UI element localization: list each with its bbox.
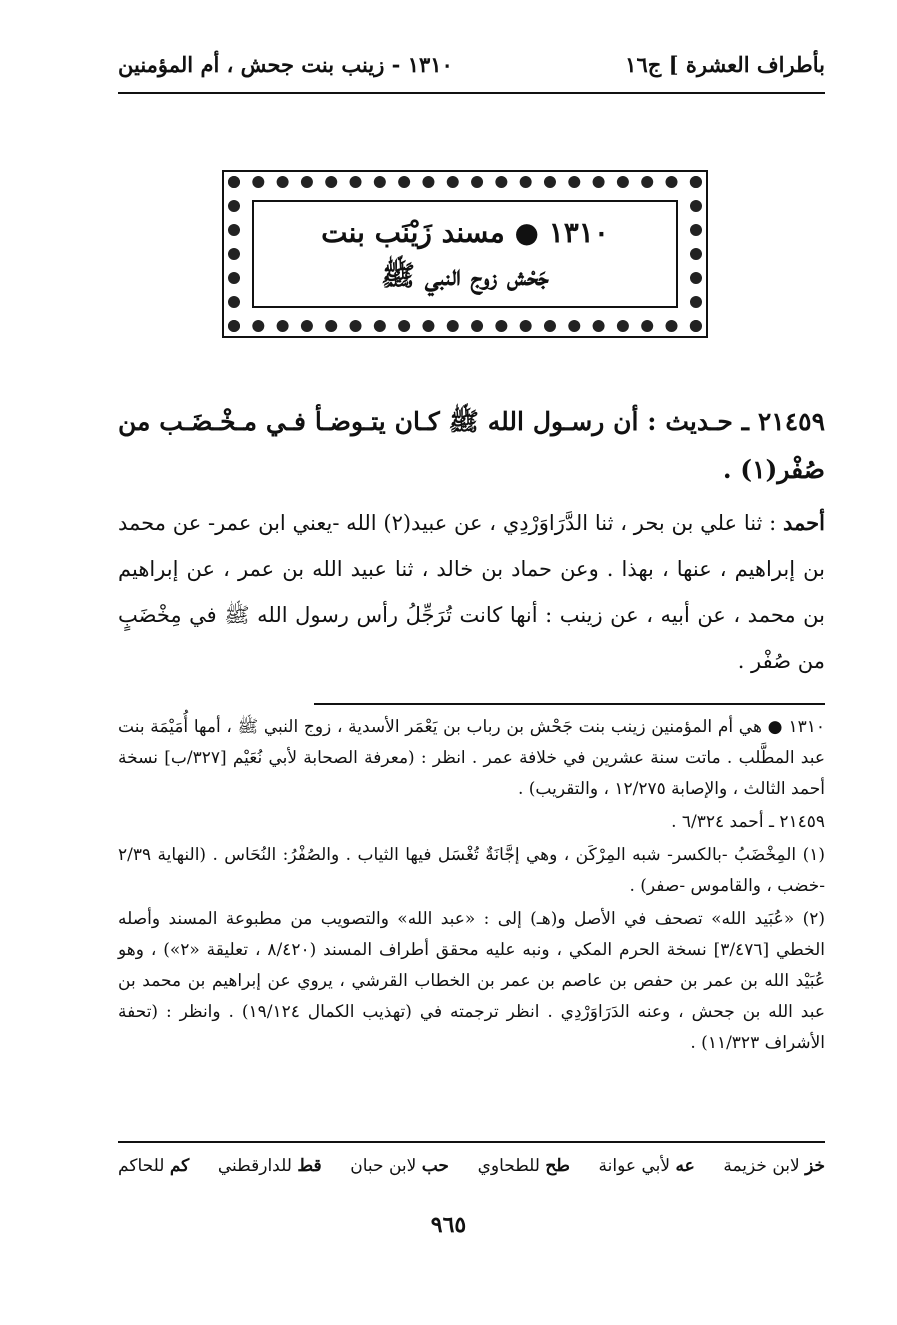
title-frame [222, 170, 708, 338]
footnote-reference: ٢١٤٥٩ ـ أحمد ٦/٣٢٤ . [671, 812, 825, 832]
sigla-item: كم للحاكم [118, 1156, 190, 1176]
footnote-2: (٢) «عُبَيد الله» تصحف في الأصل و(هـ) إلى : «عبد الله» والتصويب من مطبوعة المسند وأصله الخطي [٣/٤٧٦] نسخة الحرم المكي ، ونبه عليه محقق أطراف المسند (٨/٤٢٠ ، تعليقة «٢») ، وهو عُبَيْد الله بن عمر بن حفص بن عاصم بن عمر بن الخطاب القرشي ، يروي عن إبراهيم بن محمد بن عبد الله بن جحش ، وعنه الدَرَاوَرْدِي . انظر ترجمته في (تهذيب الكمال ١٩/١٢٤) . وانظر : (تحفة الأشراف ١١/٣٢٣) . [118, 909, 825, 1053]
isnad-text: : ثنا علي بن بحر ، ثنا الدَّرَاوَرْدِي ، عن عبيد(٢) الله -يعني ابن عمر- عن محمد بن إبراهيم ، عنها ، بهذا . وعن حماد بن خالد ، ثنا عبيد الله بن عمر ، عن إبراهيم بن محمد ، عن أبيه ، عن زينب : أنها كانت تُرَجِّلُ رأس رسول الله ﷺ في مِخْضَبٍ من صُفْر . [118, 511, 825, 673]
hadith-heading [118, 398, 825, 494]
title-line-1: ١٣١٠ ● مسند زَيْنَب بنت [321, 215, 609, 249]
title-box [252, 200, 678, 308]
sigla-item: قط للدارقطني [217, 1156, 322, 1176]
hadith-number: ٢١٤٥٩ [757, 407, 825, 436]
footnote-separator [314, 703, 825, 705]
sigla-separator [118, 1141, 825, 1143]
header-rule [118, 92, 825, 94]
hadith-heading-text: ـ حـديث : أن رسـول الله ﷺ كـان يتـوضـأ فـي مـخْـضَـب من صُفْر(١) . [118, 407, 825, 484]
footnote-biography: ١٣١٠ ● هي أم المؤمنين زينب بنت جَحْش بن رباب بن يَعْمَر الأسدية ، زوج النبي ﷺ ، أمها أُمَيْمَة بنت عبد المطَّلب . ماتت سنة عشرين في خلافة عمر . انظر : (معرفة الصحابة لأبي نُعَيْم [٣٢٧/ب] نسخة أحمد الثالث ، والإصابة ١٢/٢٧٥ ، والتقريب) . [118, 717, 825, 799]
isnad-source: أحمد [783, 510, 825, 535]
sigla-item: حب لابن حبان [350, 1156, 449, 1176]
isnad-paragraph [118, 500, 825, 684]
title-line-2: جَحْش زوج النبي ﷺ [381, 259, 549, 292]
running-header [118, 52, 825, 77]
sigla-item: عه لأبي عوانة [598, 1156, 695, 1176]
footnote-1: (١) المِخْضَبُ -بالكسر- شبه المِرْكَن ، وهي إجَّانَةٌ تُغْسَل فيها الثياب . والصُفْرُ: النُحَاس . (النهاية ٢/٣٩ -خضب ، والقاموس -صفر) . [118, 845, 825, 896]
page-number: ٩٦٥ [430, 1212, 467, 1238]
sigla-item: طح للطحاوي [477, 1156, 570, 1176]
sigla-item: خز لابن خزيمة [723, 1156, 825, 1176]
header-entry: ١٣١٠ - زينب بنت جحش ، أم المؤمنين [118, 52, 453, 77]
header-volume: بأطراف العشرة ] ج١٦ [625, 52, 825, 77]
main-text [118, 398, 825, 684]
sigla-legend [118, 1156, 825, 1176]
footnotes [118, 712, 825, 1061]
